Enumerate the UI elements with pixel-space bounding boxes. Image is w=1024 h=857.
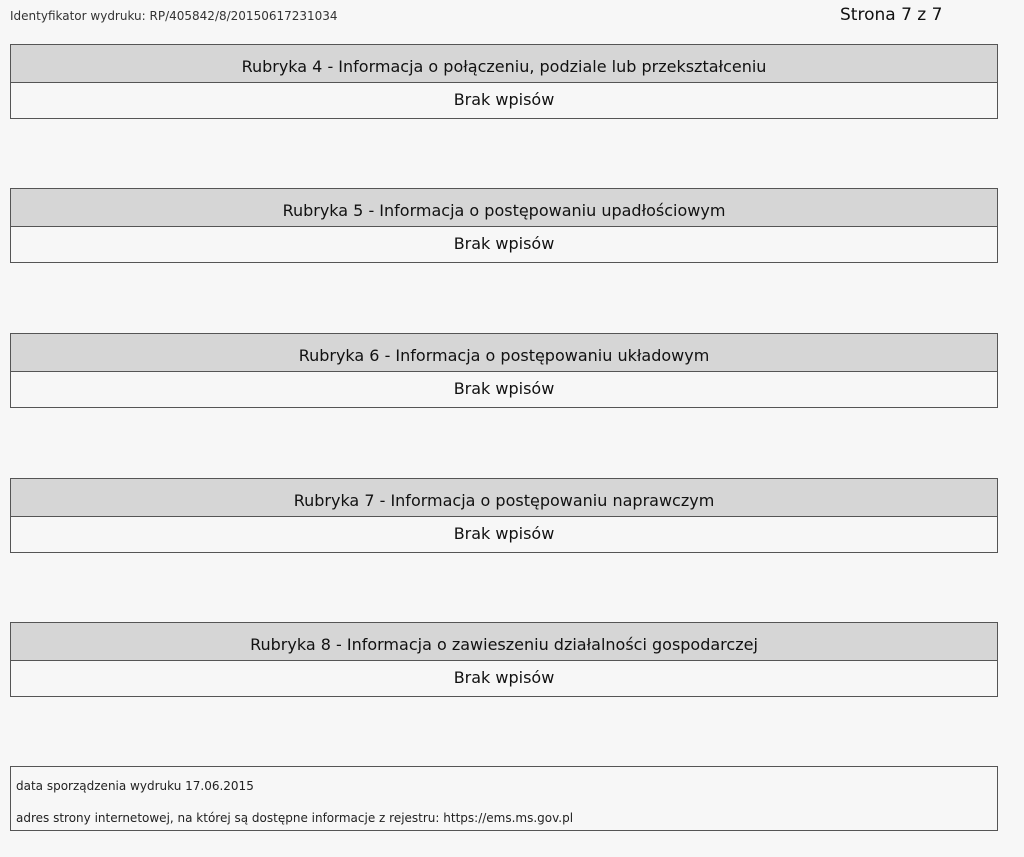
section-title: Rubryka 4 - Informacja o połączeniu, podziale lub przekształceniu: [11, 45, 997, 83]
print-footer: [10, 766, 998, 831]
section-title: Rubryka 5 - Informacja o postępowaniu upadłościowym: [11, 189, 997, 227]
section-rubryka-6: [10, 333, 998, 408]
section-rubryka-8: [10, 622, 998, 697]
section-title: Rubryka 6 - Informacja o postępowaniu układowym: [11, 334, 997, 372]
section-title: Rubryka 7 - Informacja o postępowaniu naprawczym: [11, 479, 997, 517]
page-number: Strona 7 z 7: [840, 5, 943, 25]
section-rubryka-4: [10, 44, 998, 119]
print-id: Identyfikator wydruku: RP/405842/8/20150617231034: [10, 9, 338, 23]
section-rubryka-5: [10, 188, 998, 263]
section-rubryka-7: [10, 478, 998, 553]
section-content: Brak wpisów: [453, 90, 555, 109]
section-content: Brak wpisów: [453, 524, 555, 543]
section-content: Brak wpisów: [453, 668, 555, 687]
section-content: Brak wpisów: [453, 379, 555, 398]
registry-url-note: adres strony internetowej, na której są dostępne informacje z rejestru: https://ems.ms.gov.pl: [16, 811, 574, 825]
section-title: Rubryka 8 - Informacja o zawieszeniu działalności gospodarczej: [11, 623, 997, 661]
print-date: data sporządzenia wydruku 17.06.2015: [16, 779, 254, 793]
section-content: Brak wpisów: [453, 234, 555, 253]
